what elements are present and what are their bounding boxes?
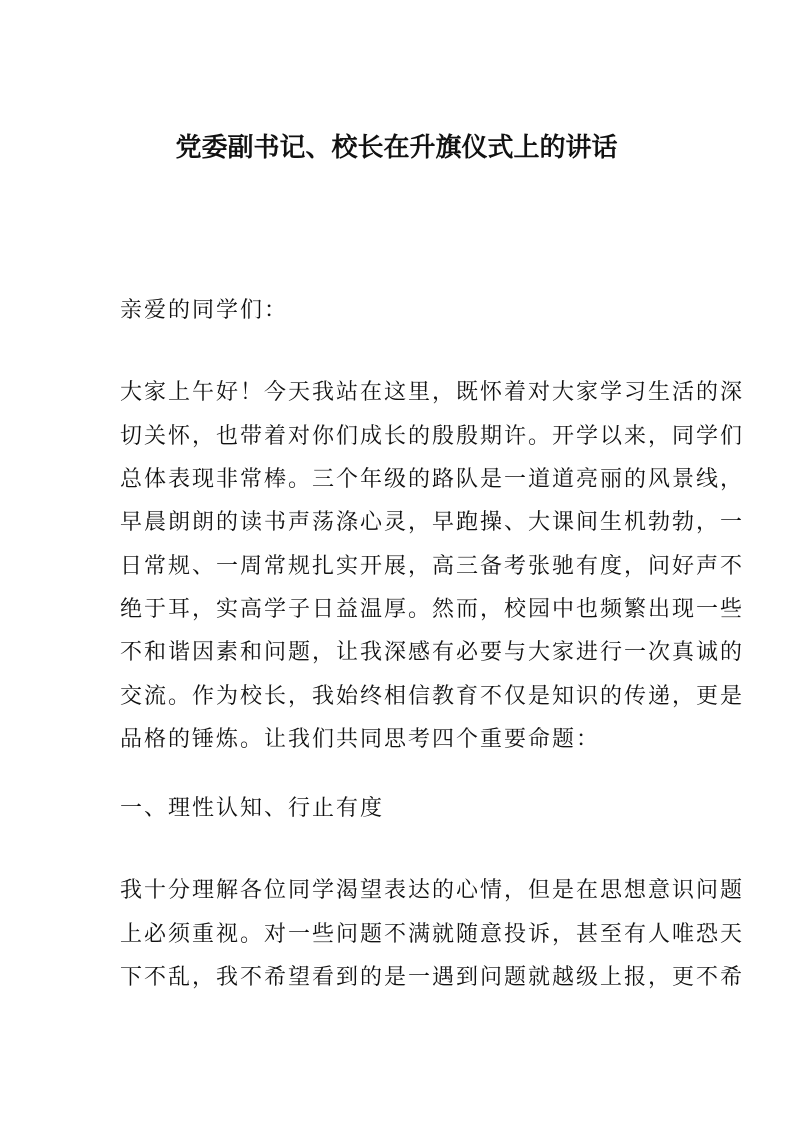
paragraph-line: 交流。作为校长，我始终相信教育不仅是知识的传递，更是 xyxy=(120,684,745,709)
paragraph-line: 日常规、一周常规扎实开展，高三备考张驰有度，问好声不 xyxy=(120,554,745,579)
paragraph-line: 切关怀，也带着对你们成长的殷殷期许。开学以来，同学们 xyxy=(120,424,745,449)
section-heading: 一、理性认知、行止有度 xyxy=(120,796,385,821)
paragraph-line: 品格的锤炼。让我们共同思考四个重要命题： xyxy=(120,727,601,752)
paragraph-line: 早晨朗朗的读书声荡涤心灵，早跑操、大课间生机勃勃，一 xyxy=(120,510,745,535)
paragraph-line: 我十分理解各位同学渴望表达的心情，但是在思想意识问题 xyxy=(120,878,745,903)
salutation: 亲爱的同学们： xyxy=(120,298,289,323)
paragraph-line: 总体表现非常棒。三个年级的路队是一道道亮丽的风景线， xyxy=(120,467,745,492)
document-title: 党委副书记、校长在升旗仪式上的讲话 xyxy=(175,133,618,163)
paragraph-line: 下不乱，我不希望看到的是一遇到问题就越级上报，更不希 xyxy=(120,965,745,990)
paragraph-line: 绝于耳，实高学子日益温厚。然而，校园中也频繁出现一些 xyxy=(120,597,745,622)
paragraph-line: 上必须重视。对一些问题不满就随意投诉，甚至有人唯恐天 xyxy=(120,922,745,947)
paragraph-line: 不和谐因素和问题，让我深感有必要与大家进行一次真诚的 xyxy=(120,640,745,665)
paragraph-line: 大家上午好！今天我站在这里，既怀着对大家学习生活的深 xyxy=(120,380,745,405)
